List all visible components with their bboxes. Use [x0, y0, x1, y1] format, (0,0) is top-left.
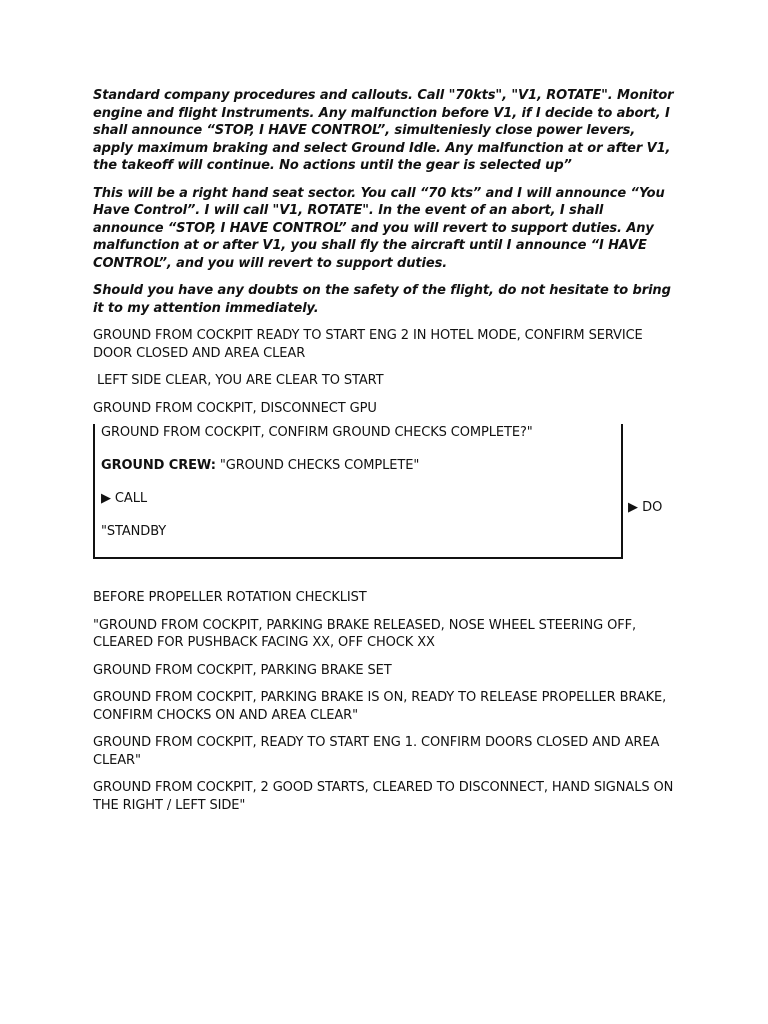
before-propeller-rotation-checklist: BEFORE PROPELLER ROTATION CHECKLIST: [93, 590, 367, 605]
callout-release-propeller-brake: GROUND FROM COCKPIT, PARKING BRAKE IS ON, READY TO RELEASE PROPELLER BRAKE, CONFIRM CHOCKS ON AND AREA CLEAR": [93, 690, 667, 723]
ground-crew-label: GROUND CREW:: [101, 458, 216, 473]
box-confirm-ground-checks: GROUND FROM COCKPIT, CONFIRM GROUND CHECKS COMPLETE?": [101, 425, 533, 440]
ground-checks-box: [93, 424, 623, 559]
box-do-label: ▶ DO: [628, 500, 663, 515]
ground-crew-response: "GROUND CHECKS COMPLETE": [215, 458, 420, 473]
callout-left-side-clear: LEFT SIDE CLEAR, YOU ARE CLEAR TO START: [93, 373, 384, 388]
right-seat-briefing-paragraph: This will be a right hand seat sector. You call “70 kts” and I will announce “You Have Control”. I will call "V1, ROTATE". In the event of an abort, I shall announce “STOP, I HAVE CONTROL” and you will revert to support duties. Any malfunction at or after V1, you shall fly the aircraft until I announce “I HAVE CONTROL”, and you will revert to support duties.: [93, 185, 665, 271]
callout-parking-brake-set: GROUND FROM COCKPIT, PARKING BRAKE SET: [93, 662, 392, 678]
callout-pushback: "GROUND FROM COCKPIT, PARKING BRAKE RELEASED, NOSE WHEEL STEERING OFF, CLEARED FOR PUSHBACK FACING XX, OFF CHOCK XX: [93, 617, 637, 650]
ground-checks-box-area: [93, 427, 678, 563]
callout-start-eng2: GROUND FROM COCKPIT READY TO START ENG 2 IN HOTEL MODE, CONFIRM SERVICE DOOR CLOSED AND AREA CLEAR: [93, 328, 643, 361]
document-page: [93, 87, 678, 824]
safety-doubts-paragraph: Should you have any doubts on the safety of the flight, do not hesitate to bring it to my attention immediately.: [93, 283, 671, 316]
callout-start-eng1: GROUND FROM COCKPIT, READY TO START ENG 1. CONFIRM DOORS CLOSED AND AREA CLEAR": [93, 735, 660, 768]
box-standby-line: "STANDBY: [101, 524, 167, 539]
takeoff-briefing-paragraph: Standard company procedures and callouts. Call "70kts", "V1, ROTATE". Monitor engine and flight Instruments. Any malfunction before V1, if I decide to abort, I shall announce “STOP, I HAVE CONTROL”, simulteniesly close power levers, apply maximum braking and select Ground Idle. Any malfunction at or after V1, the takeoff will continue. No actions until the gear is selected up”: [93, 88, 674, 173]
callout-disconnect-gpu: GROUND FROM COCKPIT, DISCONNECT GPU: [93, 400, 377, 416]
box-ground-crew-line: [101, 457, 419, 475]
box-call-label: ▶ CALL: [101, 491, 147, 506]
callout-good-starts: GROUND FROM COCKPIT, 2 GOOD STARTS, CLEARED TO DISCONNECT, HAND SIGNALS ON THE RIGHT / LEFT SIDE": [93, 780, 674, 813]
